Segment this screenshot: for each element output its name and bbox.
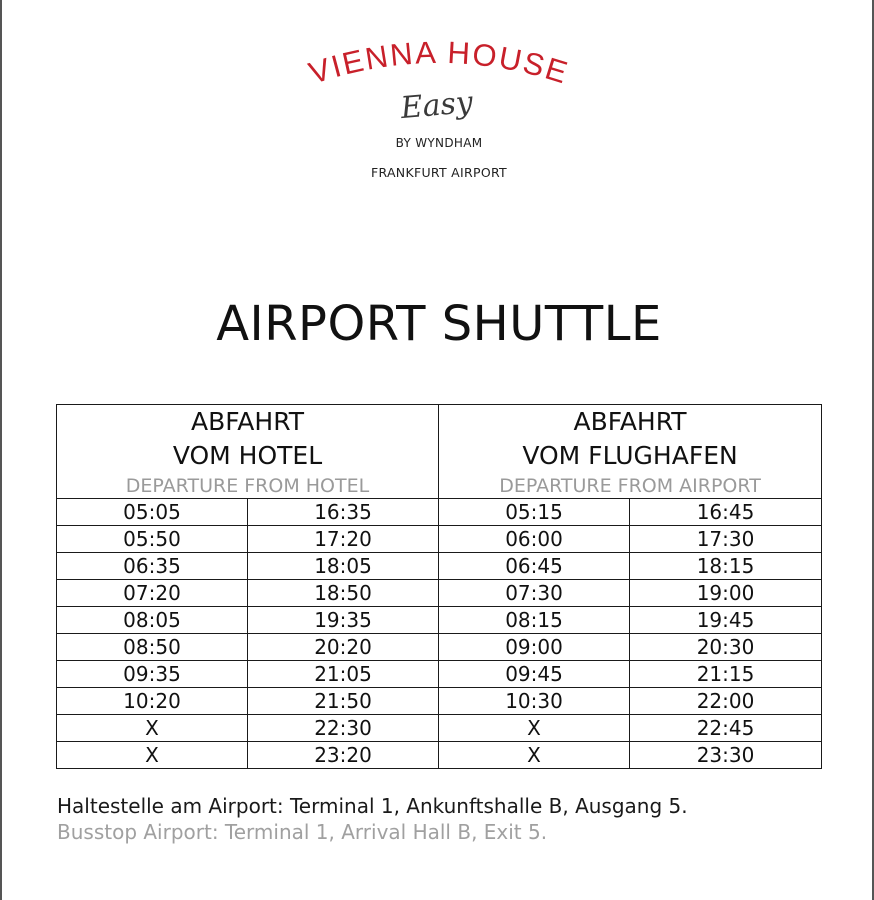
airport-time-cell: 19:00 (630, 580, 822, 607)
table-row (57, 688, 822, 715)
hotel-time-cell: 18:05 (248, 553, 439, 580)
hotel-time-cell: 19:35 (248, 607, 439, 634)
bus-stop-note-en: Busstop Airport: Terminal 1, Arrival Hall B, Exit 5. (57, 820, 548, 844)
airport-time-cell: 05:15 (439, 499, 630, 526)
hotel-time-cell: 09:35 (57, 661, 248, 688)
table-header-row (57, 405, 822, 499)
hotel-time-cell: 21:05 (248, 661, 439, 688)
hotel-time-cell: 23:20 (248, 742, 439, 769)
hotel-time-cell: 08:05 (57, 607, 248, 634)
logo-byline: BY WYNDHAM (395, 136, 483, 150)
airport-time-cell: 22:00 (630, 688, 822, 715)
airport-time-cell: X (439, 742, 630, 769)
airport-time-cell: X (439, 715, 630, 742)
hotel-time-cell: 16:35 (248, 499, 439, 526)
table-row (57, 607, 822, 634)
hotel-time-cell: 17:20 (248, 526, 439, 553)
airport-time-cell: 06:45 (439, 553, 630, 580)
hotel-heading-line1: ABFAHRT (190, 407, 305, 436)
table-row (57, 742, 822, 769)
page-title: AIRPORT SHUTTLE (216, 296, 662, 352)
hotel-time-cell: 20:20 (248, 634, 439, 661)
hotel-time-cell: 21:50 (248, 688, 439, 715)
airport-heading-line1: ABFAHRT (573, 407, 687, 436)
hotel-time-cell: X (57, 742, 248, 769)
airport-subheading: DEPARTURE FROM AIRPORT (499, 475, 761, 497)
airport-time-cell: 23:30 (630, 742, 822, 769)
logo-location: FRANKFURT AIRPORT (370, 165, 507, 180)
hotel-time-cell: 08:50 (57, 634, 248, 661)
table-row (57, 634, 822, 661)
airport-time-cell: 08:15 (439, 607, 630, 634)
table-row (57, 499, 822, 526)
airport-time-cell: 21:15 (630, 661, 822, 688)
hotel-time-cell: 05:05 (57, 499, 248, 526)
table-row (57, 580, 822, 607)
airport-time-cell: 22:45 (630, 715, 822, 742)
airport-time-cell: 09:00 (439, 634, 630, 661)
airport-time-cell: 09:45 (439, 661, 630, 688)
table-row (57, 553, 822, 580)
airport-time-cell: 10:30 (439, 688, 630, 715)
hotel-time-cell: 22:30 (248, 715, 439, 742)
airport-departure-header (439, 405, 822, 499)
table-row (57, 715, 822, 742)
airport-time-cell: 19:45 (630, 607, 822, 634)
airport-time-cell: 06:00 (439, 526, 630, 553)
table-row (57, 526, 822, 553)
airport-time-cell: 17:30 (630, 526, 822, 553)
hotel-time-cell: 05:50 (57, 526, 248, 553)
airport-time-cell: 16:45 (630, 499, 822, 526)
hotel-subheading: DEPARTURE FROM HOTEL (125, 475, 370, 497)
airport-time-cell: 07:30 (439, 580, 630, 607)
hotel-time-cell: 06:35 (57, 553, 248, 580)
table-row (57, 661, 822, 688)
shuttle-schedule-table (56, 404, 822, 769)
vienna-house-logo (289, 38, 589, 128)
hotel-departure-header (57, 405, 439, 499)
logo-script-text: Easy (399, 84, 475, 127)
logo-brand-text: VIENNA HOUSE (304, 38, 574, 91)
airport-heading-line2: VOM FLUGHAFEN (522, 441, 738, 470)
hotel-time-cell: 10:20 (57, 688, 248, 715)
airport-time-cell: 18:15 (630, 553, 822, 580)
hotel-heading-line2: VOM HOTEL (172, 441, 323, 470)
bus-stop-note-de: Haltestelle am Airport: Terminal 1, Ankunftshalle B, Ausgang 5. (57, 794, 688, 818)
hotel-time-cell: X (57, 715, 248, 742)
airport-time-cell: 20:30 (630, 634, 822, 661)
hotel-time-cell: 18:50 (248, 580, 439, 607)
hotel-time-cell: 07:20 (57, 580, 248, 607)
